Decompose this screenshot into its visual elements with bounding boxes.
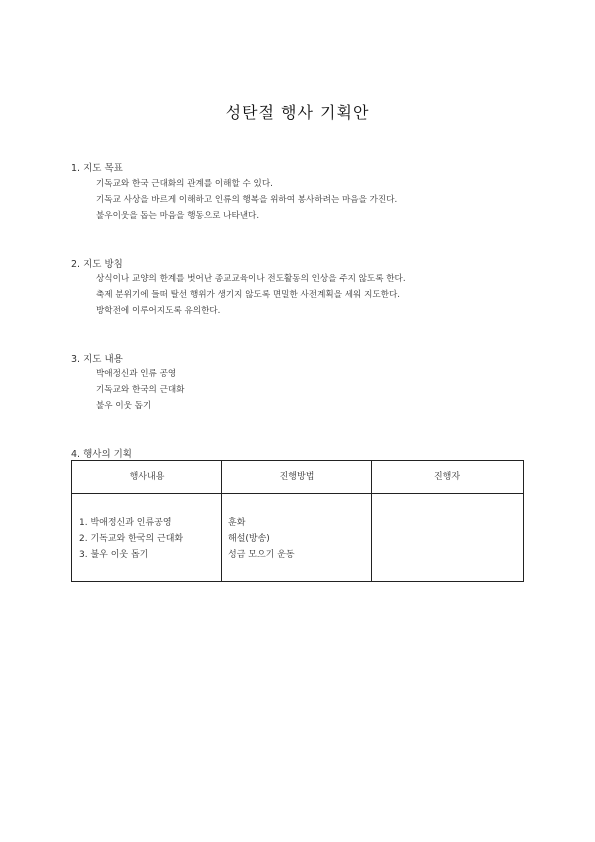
page-title: 성탄절 행사 기획안 bbox=[225, 103, 370, 122]
event-plan-table bbox=[71, 460, 524, 582]
goal-line: 기독교와 한국 근대화의 관계를 이해할 수 있다. bbox=[96, 179, 273, 189]
list-item: 3. 불우 이웃 돕기 bbox=[79, 550, 149, 560]
header-event-content: 행사내용 bbox=[129, 472, 165, 482]
section-heading-plan: 4. 행사의 기획 bbox=[71, 449, 132, 460]
content-line: 불우 이웃 돕기 bbox=[96, 401, 152, 411]
policy-line: 축제 분위기에 들떠 탈선 행위가 생기지 않도록 면밀한 사전계획을 세워 지도한다. bbox=[96, 290, 401, 300]
policy-line: 방학전에 이루어지도록 유의한다. bbox=[96, 306, 221, 316]
header-method: 진행방법 bbox=[279, 472, 315, 482]
policy-line: 상식이나 교양의 한계를 벗어난 종교교육이나 전도활동의 인상을 주지 않도록 한다. bbox=[96, 274, 406, 284]
table-header-row bbox=[72, 461, 523, 494]
list-item: 2. 기독교와 한국의 근대화 bbox=[79, 534, 184, 544]
list-item: 성금 모으기 운동 bbox=[228, 550, 295, 560]
method-cell bbox=[228, 515, 295, 563]
content-line: 박애정신과 인류 공영 bbox=[96, 369, 177, 379]
goal-line: 불우이웃을 돕는 마음을 행동으로 나타낸다. bbox=[96, 211, 260, 221]
section-heading-goals: 1. 지도 목표 bbox=[71, 163, 123, 174]
list-item: 해설(방송) bbox=[228, 534, 270, 544]
column-divider bbox=[371, 461, 372, 581]
list-item: 1. 박애정신과 인류공영 bbox=[79, 518, 172, 528]
event-content-cell bbox=[79, 515, 183, 563]
goal-line: 기독교 사상을 바르게 이해하고 인류의 행복을 위하여 봉사하려는 마음을 가진다. bbox=[96, 195, 398, 205]
list-item: 훈화 bbox=[228, 518, 246, 528]
header-presenter: 진행자 bbox=[433, 472, 461, 482]
content-line: 기독교와 한국의 근대화 bbox=[96, 385, 185, 395]
column-divider bbox=[221, 461, 222, 581]
section-heading-policy: 2. 지도 방침 bbox=[71, 259, 123, 270]
section-heading-content: 3. 지도 내용 bbox=[71, 354, 123, 365]
